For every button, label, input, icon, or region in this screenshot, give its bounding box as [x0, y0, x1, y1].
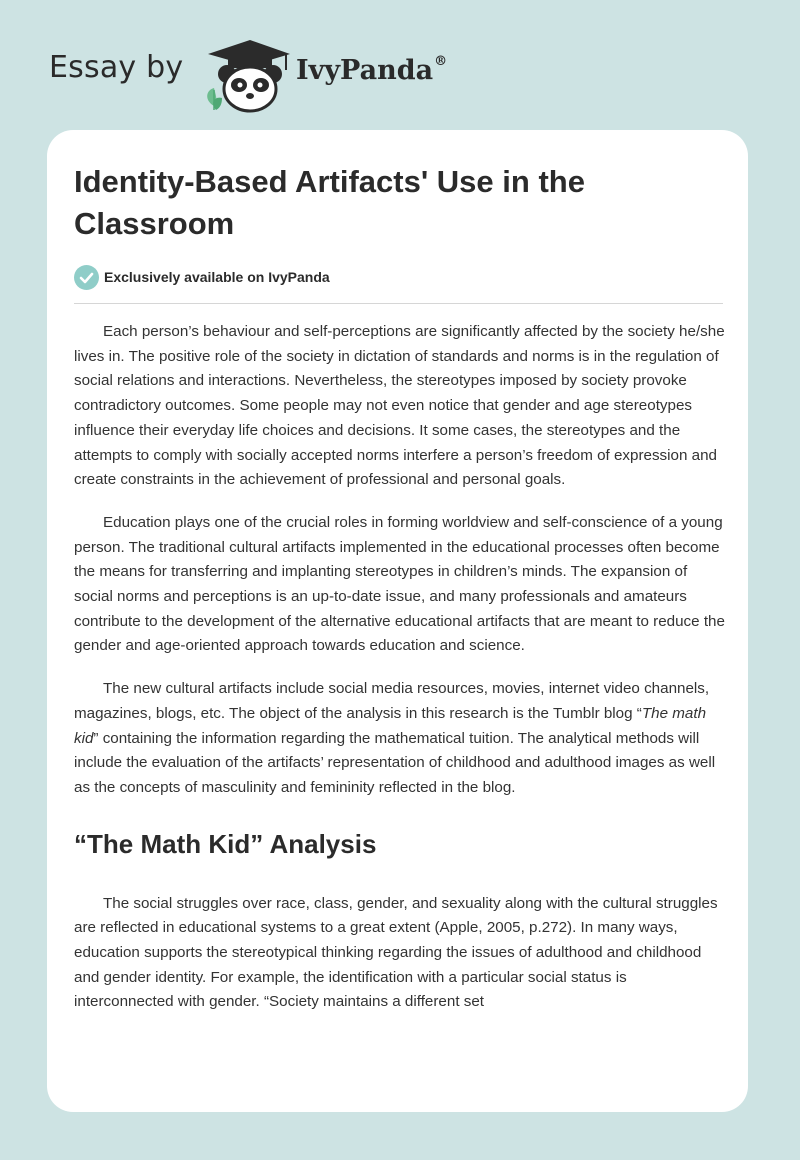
paragraph-text: ” containing the information regarding the mathematical tuition. The analytical methods will include the evaluation of the artifacts’ representation of childhood and adulthood images as well as the concepts of masculinity and femininity reflected in the blog. — [74, 729, 716, 796]
site-header — [0, 0, 800, 130]
blog-title-italic: The math kid — [74, 704, 707, 747]
exclusive-badge — [74, 264, 330, 290]
paragraph-text: The new cultural artifacts include social media resources, movies, internet video channels, magazines, blogs, etc. The object of the analysis in this research is the Tumblr blog “ — [74, 680, 710, 722]
registered-mark: ® — [434, 54, 448, 69]
article-title: Identity-Based Artifacts' Use in the Classroom — [74, 164, 585, 241]
section-heading: “The Math Kid” Analysis — [74, 828, 377, 859]
paragraph: Each person’s behaviour and self-perceptions are significantly affected by the society he/she lives in. The positive role of the society in dictation of standards and norms is in the regulation of social relations and interactions. Nevertheless, the stereotypes imposed by society provoke contradictory outcomes. Some people may not even notice that gender and age stereotypes influence their everyday life choices and decisions. It some cases, the stereotypes and the attempts to comply with socially accepted norms interfere a person’s freedom of expression and create constraints in the achievement of professional and personal goals. — [74, 323, 725, 489]
panda-graduate-icon[interactable] — [200, 34, 292, 114]
brand-name[interactable] — [296, 55, 447, 86]
check-circle-icon — [74, 265, 99, 290]
article-card — [47, 130, 748, 1112]
paragraph: The social struggles over race, class, gender, and sexuality along with the cultural struggles are reflected in educational systems to a great extent (Apple, 2005, p.272). In many ways, education supports the stereotypical thinking regarding the issues of adulthood and childhood and gender identity. For example, the identification with a particular social status is interconnected with gender. “Society maintains a different set — [74, 894, 718, 1011]
paragraph: Education plays one of the crucial roles in forming worldview and self-conscience of a young person. The traditional cultural artifacts implemented in the educational processes often become the means for transferring and implanting stereotypes in children’s minds. The expansion of social norms and perceptions is an up-to-date issue, and many professionals and amateurs contribute to the development of the alternative educational artifacts that are meant to reduce the gender and age-oriented approach towards education and science. — [74, 513, 725, 655]
article-body — [74, 320, 726, 1033]
essay-by-label: Essay by — [49, 50, 184, 85]
divider — [74, 303, 723, 304]
exclusive-badge-text: Exclusively available on IvyPanda — [104, 269, 330, 285]
paragraph — [74, 677, 726, 801]
brand-text: IvyPanda — [296, 55, 434, 86]
